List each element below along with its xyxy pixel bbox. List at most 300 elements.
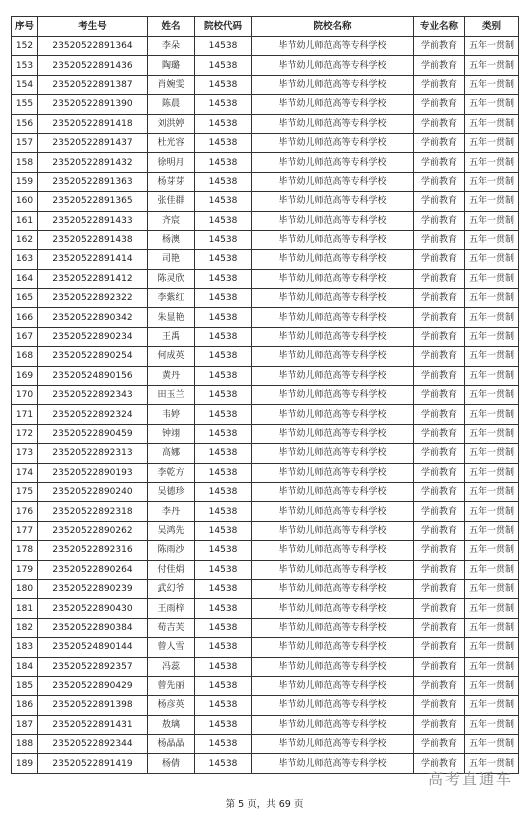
cell-index: 170 bbox=[12, 386, 38, 405]
cell-school-name: 毕节幼儿师范高等专科学校 bbox=[252, 405, 414, 424]
cell-name: 杨彦英 bbox=[148, 696, 195, 715]
cell-index: 182 bbox=[12, 618, 38, 637]
cell-school-code: 14538 bbox=[195, 424, 252, 443]
cell-major: 学前教育 bbox=[414, 347, 465, 366]
cell-index: 183 bbox=[12, 638, 38, 657]
table-row bbox=[12, 192, 519, 211]
cell-major: 学前教育 bbox=[414, 250, 465, 269]
table-row bbox=[12, 618, 519, 637]
header-category: 类别 bbox=[465, 17, 519, 37]
cell-major: 学前教育 bbox=[414, 599, 465, 618]
cell-school-code: 14538 bbox=[195, 211, 252, 230]
header-school-code: 院校代码 bbox=[195, 17, 252, 37]
table-row bbox=[12, 386, 519, 405]
cell-category: 五年一贯制 bbox=[465, 327, 519, 346]
cell-index: 180 bbox=[12, 579, 38, 598]
cell-name: 刘洪婷 bbox=[148, 114, 195, 133]
table-row bbox=[12, 114, 519, 133]
cell-index: 157 bbox=[12, 133, 38, 152]
table-row bbox=[12, 541, 519, 560]
cell-school-name: 毕节幼儿师范高等专科学校 bbox=[252, 657, 414, 676]
cell-name: 韦婷 bbox=[148, 405, 195, 424]
cell-exam-id: 23520522891363 bbox=[38, 172, 148, 191]
table-row bbox=[12, 327, 519, 346]
cell-name: 陈灵欣 bbox=[148, 269, 195, 288]
cell-category: 五年一贯制 bbox=[465, 366, 519, 385]
cell-name: 王雨梓 bbox=[148, 599, 195, 618]
table-row bbox=[12, 657, 519, 676]
cell-school-name: 毕节幼儿师范高等专科学校 bbox=[252, 308, 414, 327]
cell-school-name: 毕节幼儿师范高等专科学校 bbox=[252, 114, 414, 133]
cell-category: 五年一贯制 bbox=[465, 482, 519, 501]
cell-school-code: 14538 bbox=[195, 308, 252, 327]
cell-index: 159 bbox=[12, 172, 38, 191]
cell-name: 吴鸿先 bbox=[148, 521, 195, 540]
cell-major: 学前教育 bbox=[414, 37, 465, 56]
cell-exam-id: 23520522891438 bbox=[38, 230, 148, 249]
cell-school-code: 14538 bbox=[195, 172, 252, 191]
cell-index: 169 bbox=[12, 366, 38, 385]
cell-school-code: 14538 bbox=[195, 676, 252, 695]
page-number: 第 5 页，共 69 页 bbox=[225, 799, 304, 810]
cell-name: 杨芽芽 bbox=[148, 172, 195, 191]
cell-school-code: 14538 bbox=[195, 502, 252, 521]
cell-category: 五年一贯制 bbox=[465, 424, 519, 443]
cell-exam-id: 23520522892322 bbox=[38, 289, 148, 308]
table-row bbox=[12, 638, 519, 657]
cell-school-name: 毕节幼儿师范高等专科学校 bbox=[252, 638, 414, 657]
cell-exam-id: 23520522892316 bbox=[38, 541, 148, 560]
cell-category: 五年一贯制 bbox=[465, 211, 519, 230]
cell-school-name: 毕节幼儿师范高等专科学校 bbox=[252, 560, 414, 579]
cell-school-code: 14538 bbox=[195, 696, 252, 715]
table-row bbox=[12, 696, 519, 715]
cell-name: 李紫红 bbox=[148, 289, 195, 308]
cell-exam-id: 23520522890429 bbox=[38, 676, 148, 695]
table-row bbox=[12, 715, 519, 734]
cell-major: 学前教育 bbox=[414, 230, 465, 249]
cell-school-name: 毕节幼儿师范高等专科学校 bbox=[252, 172, 414, 191]
cell-index: 173 bbox=[12, 444, 38, 463]
cell-exam-id: 23520522890430 bbox=[38, 599, 148, 618]
cell-school-code: 14538 bbox=[195, 250, 252, 269]
cell-exam-id: 23520522890342 bbox=[38, 308, 148, 327]
table-row bbox=[12, 153, 519, 172]
table-row bbox=[12, 133, 519, 152]
cell-school-code: 14538 bbox=[195, 37, 252, 56]
cell-school-code: 14538 bbox=[195, 638, 252, 657]
table-row bbox=[12, 735, 519, 754]
cell-index: 186 bbox=[12, 696, 38, 715]
table-row bbox=[12, 521, 519, 540]
cell-exam-id: 23520522890193 bbox=[38, 463, 148, 482]
cell-school-name: 毕节幼儿师范高等专科学校 bbox=[252, 502, 414, 521]
cell-school-code: 14538 bbox=[195, 289, 252, 308]
cell-index: 178 bbox=[12, 541, 38, 560]
cell-school-code: 14538 bbox=[195, 657, 252, 676]
cell-index: 185 bbox=[12, 676, 38, 695]
cell-major: 学前教育 bbox=[414, 754, 465, 773]
cell-index: 164 bbox=[12, 269, 38, 288]
cell-major: 学前教育 bbox=[414, 114, 465, 133]
cell-category: 五年一贯制 bbox=[465, 95, 519, 114]
cell-index: 181 bbox=[12, 599, 38, 618]
cell-category: 五年一贯制 bbox=[465, 754, 519, 773]
cell-school-code: 14538 bbox=[195, 754, 252, 773]
cell-name: 冯蕊 bbox=[148, 657, 195, 676]
cell-category: 五年一贯制 bbox=[465, 444, 519, 463]
cell-category: 五年一贯制 bbox=[465, 289, 519, 308]
cell-index: 167 bbox=[12, 327, 38, 346]
cell-exam-id: 23520522891365 bbox=[38, 192, 148, 211]
cell-index: 184 bbox=[12, 657, 38, 676]
cell-school-name: 毕节幼儿师范高等专科学校 bbox=[252, 37, 414, 56]
cell-school-code: 14538 bbox=[195, 56, 252, 75]
cell-exam-id: 23520522890459 bbox=[38, 424, 148, 443]
cell-school-name: 毕节幼儿师范高等专科学校 bbox=[252, 95, 414, 114]
cell-category: 五年一贯制 bbox=[465, 541, 519, 560]
header-index: 序号 bbox=[12, 17, 38, 37]
cell-index: 154 bbox=[12, 75, 38, 94]
cell-index: 160 bbox=[12, 192, 38, 211]
cell-name: 武幻爷 bbox=[148, 579, 195, 598]
cell-major: 学前教育 bbox=[414, 424, 465, 443]
cell-name: 朱显艳 bbox=[148, 308, 195, 327]
cell-major: 学前教育 bbox=[414, 735, 465, 754]
cell-school-code: 14538 bbox=[195, 735, 252, 754]
cell-name: 杨澳 bbox=[148, 230, 195, 249]
cell-school-code: 14538 bbox=[195, 386, 252, 405]
cell-major: 学前教育 bbox=[414, 75, 465, 94]
cell-exam-id: 23520522891431 bbox=[38, 715, 148, 734]
cell-index: 166 bbox=[12, 308, 38, 327]
table-row bbox=[12, 289, 519, 308]
cell-category: 五年一贯制 bbox=[465, 347, 519, 366]
cell-name: 司艳 bbox=[148, 250, 195, 269]
header-school-name: 院校名称 bbox=[252, 17, 414, 37]
table-row bbox=[12, 560, 519, 579]
cell-major: 学前教育 bbox=[414, 618, 465, 637]
cell-name: 陈晨 bbox=[148, 95, 195, 114]
cell-school-name: 毕节幼儿师范高等专科学校 bbox=[252, 696, 414, 715]
cell-exam-id: 23520522891419 bbox=[38, 754, 148, 773]
cell-major: 学前教育 bbox=[414, 153, 465, 172]
cell-exam-id: 23520522890384 bbox=[38, 618, 148, 637]
cell-major: 学前教育 bbox=[414, 502, 465, 521]
table-row bbox=[12, 269, 519, 288]
cell-name: 付佳焆 bbox=[148, 560, 195, 579]
cell-index: 172 bbox=[12, 424, 38, 443]
cell-category: 五年一贯制 bbox=[465, 192, 519, 211]
cell-index: 179 bbox=[12, 560, 38, 579]
cell-category: 五年一贯制 bbox=[465, 405, 519, 424]
cell-school-name: 毕节幼儿师范高等专科学校 bbox=[252, 250, 414, 269]
cell-school-name: 毕节幼儿师范高等专科学校 bbox=[252, 153, 414, 172]
cell-school-code: 14538 bbox=[195, 444, 252, 463]
cell-major: 学前教育 bbox=[414, 172, 465, 191]
cell-name: 李乾方 bbox=[148, 463, 195, 482]
cell-category: 五年一贯制 bbox=[465, 696, 519, 715]
table-row bbox=[12, 599, 519, 618]
cell-name: 荀吉芙 bbox=[148, 618, 195, 637]
cell-school-name: 毕节幼儿师范高等专科学校 bbox=[252, 289, 414, 308]
watermark-brand: 高考直通车 bbox=[427, 770, 513, 788]
cell-category: 五年一贯制 bbox=[465, 269, 519, 288]
header-name: 姓名 bbox=[148, 17, 195, 37]
cell-exam-id: 23520522890264 bbox=[38, 560, 148, 579]
cell-major: 学前教育 bbox=[414, 463, 465, 482]
cell-category: 五年一贯制 bbox=[465, 735, 519, 754]
cell-school-code: 14538 bbox=[195, 95, 252, 114]
cell-school-name: 毕节幼儿师范高等专科学校 bbox=[252, 618, 414, 637]
cell-name: 陈雨沙 bbox=[148, 541, 195, 560]
cell-major: 学前教育 bbox=[414, 696, 465, 715]
cell-index: 163 bbox=[12, 250, 38, 269]
cell-index: 175 bbox=[12, 482, 38, 501]
cell-major: 学前教育 bbox=[414, 95, 465, 114]
cell-school-name: 毕节幼儿师范高等专科学校 bbox=[252, 424, 414, 443]
cell-exam-id: 23520522890239 bbox=[38, 579, 148, 598]
cell-category: 五年一贯制 bbox=[465, 172, 519, 191]
cell-school-name: 毕节幼儿师范高等专科学校 bbox=[252, 269, 414, 288]
cell-school-name: 毕节幼儿师范高等专科学校 bbox=[252, 599, 414, 618]
cell-category: 五年一贯制 bbox=[465, 37, 519, 56]
cell-index: 162 bbox=[12, 230, 38, 249]
cell-name: 黄丹 bbox=[148, 366, 195, 385]
table-row bbox=[12, 463, 519, 482]
cell-school-name: 毕节幼儿师范高等专科学校 bbox=[252, 366, 414, 385]
cell-category: 五年一贯制 bbox=[465, 75, 519, 94]
table-row bbox=[12, 405, 519, 424]
table-row bbox=[12, 250, 519, 269]
header-exam-id: 考生号 bbox=[38, 17, 148, 37]
cell-school-name: 毕节幼儿师范高等专科学校 bbox=[252, 133, 414, 152]
cell-index: 187 bbox=[12, 715, 38, 734]
cell-name: 钟翊 bbox=[148, 424, 195, 443]
cell-school-code: 14538 bbox=[195, 269, 252, 288]
cell-category: 五年一贯制 bbox=[465, 56, 519, 75]
header-major: 专业名称 bbox=[414, 17, 465, 37]
cell-name: 田玉兰 bbox=[148, 386, 195, 405]
cell-category: 五年一贯制 bbox=[465, 133, 519, 152]
cell-exam-id: 23520522891414 bbox=[38, 250, 148, 269]
cell-school-name: 毕节幼儿师范高等专科学校 bbox=[252, 735, 414, 754]
cell-name: 高娜 bbox=[148, 444, 195, 463]
cell-category: 五年一贯制 bbox=[465, 599, 519, 618]
cell-name: 何成英 bbox=[148, 347, 195, 366]
cell-exam-id: 23520522891433 bbox=[38, 211, 148, 230]
cell-index: 168 bbox=[12, 347, 38, 366]
cell-index: 165 bbox=[12, 289, 38, 308]
cell-major: 学前教育 bbox=[414, 405, 465, 424]
cell-major: 学前教育 bbox=[414, 386, 465, 405]
cell-school-code: 14538 bbox=[195, 560, 252, 579]
cell-major: 学前教育 bbox=[414, 482, 465, 501]
cell-index: 171 bbox=[12, 405, 38, 424]
cell-school-code: 14538 bbox=[195, 347, 252, 366]
cell-index: 155 bbox=[12, 95, 38, 114]
table-row bbox=[12, 37, 519, 56]
cell-category: 五年一贯制 bbox=[465, 230, 519, 249]
cell-category: 五年一贯制 bbox=[465, 153, 519, 172]
cell-school-code: 14538 bbox=[195, 192, 252, 211]
admission-table bbox=[11, 16, 519, 774]
cell-category: 五年一贯制 bbox=[465, 579, 519, 598]
cell-school-name: 毕节幼儿师范高等专科学校 bbox=[252, 541, 414, 560]
cell-school-code: 14538 bbox=[195, 230, 252, 249]
cell-school-name: 毕节幼儿师范高等专科学校 bbox=[252, 521, 414, 540]
cell-category: 五年一贯制 bbox=[465, 386, 519, 405]
cell-school-name: 毕节幼儿师范高等专科学校 bbox=[252, 754, 414, 773]
cell-index: 188 bbox=[12, 735, 38, 754]
cell-school-name: 毕节幼儿师范高等专科学校 bbox=[252, 386, 414, 405]
cell-major: 学前教育 bbox=[414, 289, 465, 308]
cell-name: 曾人雪 bbox=[148, 638, 195, 657]
cell-name: 杜光容 bbox=[148, 133, 195, 152]
cell-major: 学前教育 bbox=[414, 327, 465, 346]
cell-major: 学前教育 bbox=[414, 579, 465, 598]
cell-exam-id: 23520522892313 bbox=[38, 444, 148, 463]
cell-exam-id: 23520522891390 bbox=[38, 95, 148, 114]
cell-school-code: 14538 bbox=[195, 715, 252, 734]
cell-exam-id: 23520522892318 bbox=[38, 502, 148, 521]
cell-exam-id: 23520522891412 bbox=[38, 269, 148, 288]
cell-school-code: 14538 bbox=[195, 579, 252, 598]
cell-school-code: 14538 bbox=[195, 618, 252, 637]
cell-index: 153 bbox=[12, 56, 38, 75]
cell-school-code: 14538 bbox=[195, 366, 252, 385]
cell-school-code: 14538 bbox=[195, 133, 252, 152]
cell-exam-id: 23520522891437 bbox=[38, 133, 148, 152]
cell-name: 曾先丽 bbox=[148, 676, 195, 695]
cell-school-code: 14538 bbox=[195, 599, 252, 618]
cell-name: 吴德珍 bbox=[148, 482, 195, 501]
cell-index: 174 bbox=[12, 463, 38, 482]
cell-school-name: 毕节幼儿师范高等专科学校 bbox=[252, 715, 414, 734]
cell-school-code: 14538 bbox=[195, 153, 252, 172]
table-row bbox=[12, 308, 519, 327]
table-row bbox=[12, 482, 519, 501]
table-row bbox=[12, 230, 519, 249]
cell-major: 学前教育 bbox=[414, 56, 465, 75]
cell-school-name: 毕节幼儿师范高等专科学校 bbox=[252, 211, 414, 230]
cell-major: 学前教育 bbox=[414, 638, 465, 657]
cell-category: 五年一贯制 bbox=[465, 502, 519, 521]
cell-category: 五年一贯制 bbox=[465, 114, 519, 133]
cell-exam-id: 23520522891432 bbox=[38, 153, 148, 172]
header-row bbox=[12, 17, 519, 37]
cell-name: 杨晶晶 bbox=[148, 735, 195, 754]
cell-school-code: 14538 bbox=[195, 114, 252, 133]
table-row bbox=[12, 676, 519, 695]
cell-school-name: 毕节幼儿师范高等专科学校 bbox=[252, 75, 414, 94]
cell-exam-id: 23520522890262 bbox=[38, 521, 148, 540]
cell-exam-id: 23520522892357 bbox=[38, 657, 148, 676]
cell-school-name: 毕节幼儿师范高等专科学校 bbox=[252, 192, 414, 211]
cell-exam-id: 23520522890234 bbox=[38, 327, 148, 346]
table-row bbox=[12, 95, 519, 114]
table-row bbox=[12, 211, 519, 230]
cell-category: 五年一贯制 bbox=[465, 657, 519, 676]
cell-exam-id: 23520524890144 bbox=[38, 638, 148, 657]
cell-category: 五年一贯制 bbox=[465, 521, 519, 540]
cell-exam-id: 23520522891418 bbox=[38, 114, 148, 133]
cell-index: 156 bbox=[12, 114, 38, 133]
cell-school-code: 14538 bbox=[195, 463, 252, 482]
cell-name: 敖璃 bbox=[148, 715, 195, 734]
cell-major: 学前教育 bbox=[414, 366, 465, 385]
cell-school-code: 14538 bbox=[195, 75, 252, 94]
cell-major: 学前教育 bbox=[414, 715, 465, 734]
cell-school-name: 毕节幼儿师范高等专科学校 bbox=[252, 444, 414, 463]
cell-school-code: 14538 bbox=[195, 482, 252, 501]
cell-school-name: 毕节幼儿师范高等专科学校 bbox=[252, 347, 414, 366]
cell-category: 五年一贯制 bbox=[465, 618, 519, 637]
cell-category: 五年一贯制 bbox=[465, 308, 519, 327]
cell-major: 学前教育 bbox=[414, 444, 465, 463]
cell-school-name: 毕节幼儿师范高等专科学校 bbox=[252, 579, 414, 598]
cell-major: 学前教育 bbox=[414, 269, 465, 288]
cell-exam-id: 23520522892343 bbox=[38, 386, 148, 405]
table-row bbox=[12, 424, 519, 443]
cell-major: 学前教育 bbox=[414, 211, 465, 230]
cell-school-name: 毕节幼儿师范高等专科学校 bbox=[252, 230, 414, 249]
cell-school-name: 毕节幼儿师范高等专科学校 bbox=[252, 327, 414, 346]
cell-exam-id: 23520522891436 bbox=[38, 56, 148, 75]
cell-category: 五年一贯制 bbox=[465, 715, 519, 734]
cell-category: 五年一贯制 bbox=[465, 250, 519, 269]
cell-major: 学前教育 bbox=[414, 560, 465, 579]
cell-name: 肖婉雯 bbox=[148, 75, 195, 94]
cell-index: 161 bbox=[12, 211, 38, 230]
table-row bbox=[12, 172, 519, 191]
table-row bbox=[12, 56, 519, 75]
table-body bbox=[12, 37, 519, 774]
cell-category: 五年一贯制 bbox=[465, 560, 519, 579]
cell-school-code: 14538 bbox=[195, 521, 252, 540]
cell-name: 杨倩 bbox=[148, 754, 195, 773]
cell-index: 177 bbox=[12, 521, 38, 540]
cell-name: 王禹 bbox=[148, 327, 195, 346]
cell-major: 学前教育 bbox=[414, 133, 465, 152]
table-row bbox=[12, 444, 519, 463]
cell-index: 158 bbox=[12, 153, 38, 172]
cell-major: 学前教育 bbox=[414, 676, 465, 695]
cell-name: 张佳群 bbox=[148, 192, 195, 211]
cell-exam-id: 23520522890254 bbox=[38, 347, 148, 366]
cell-name: 陶璐 bbox=[148, 56, 195, 75]
cell-school-name: 毕节幼儿师范高等专科学校 bbox=[252, 56, 414, 75]
table-row bbox=[12, 347, 519, 366]
cell-major: 学前教育 bbox=[414, 192, 465, 211]
table-row bbox=[12, 75, 519, 94]
cell-major: 学前教育 bbox=[414, 541, 465, 560]
cell-school-name: 毕节幼儿师范高等专科学校 bbox=[252, 676, 414, 695]
cell-exam-id: 23520522891398 bbox=[38, 696, 148, 715]
cell-exam-id: 23520522891364 bbox=[38, 37, 148, 56]
cell-name: 李朵 bbox=[148, 37, 195, 56]
cell-school-name: 毕节幼儿师范高等专科学校 bbox=[252, 463, 414, 482]
cell-exam-id: 23520522891387 bbox=[38, 75, 148, 94]
cell-exam-id: 23520522892344 bbox=[38, 735, 148, 754]
cell-name: 李丹 bbox=[148, 502, 195, 521]
cell-school-name: 毕节幼儿师范高等专科学校 bbox=[252, 482, 414, 501]
cell-major: 学前教育 bbox=[414, 308, 465, 327]
table-row bbox=[12, 502, 519, 521]
table-row bbox=[12, 579, 519, 598]
cell-school-code: 14538 bbox=[195, 327, 252, 346]
cell-name: 齐宸 bbox=[148, 211, 195, 230]
